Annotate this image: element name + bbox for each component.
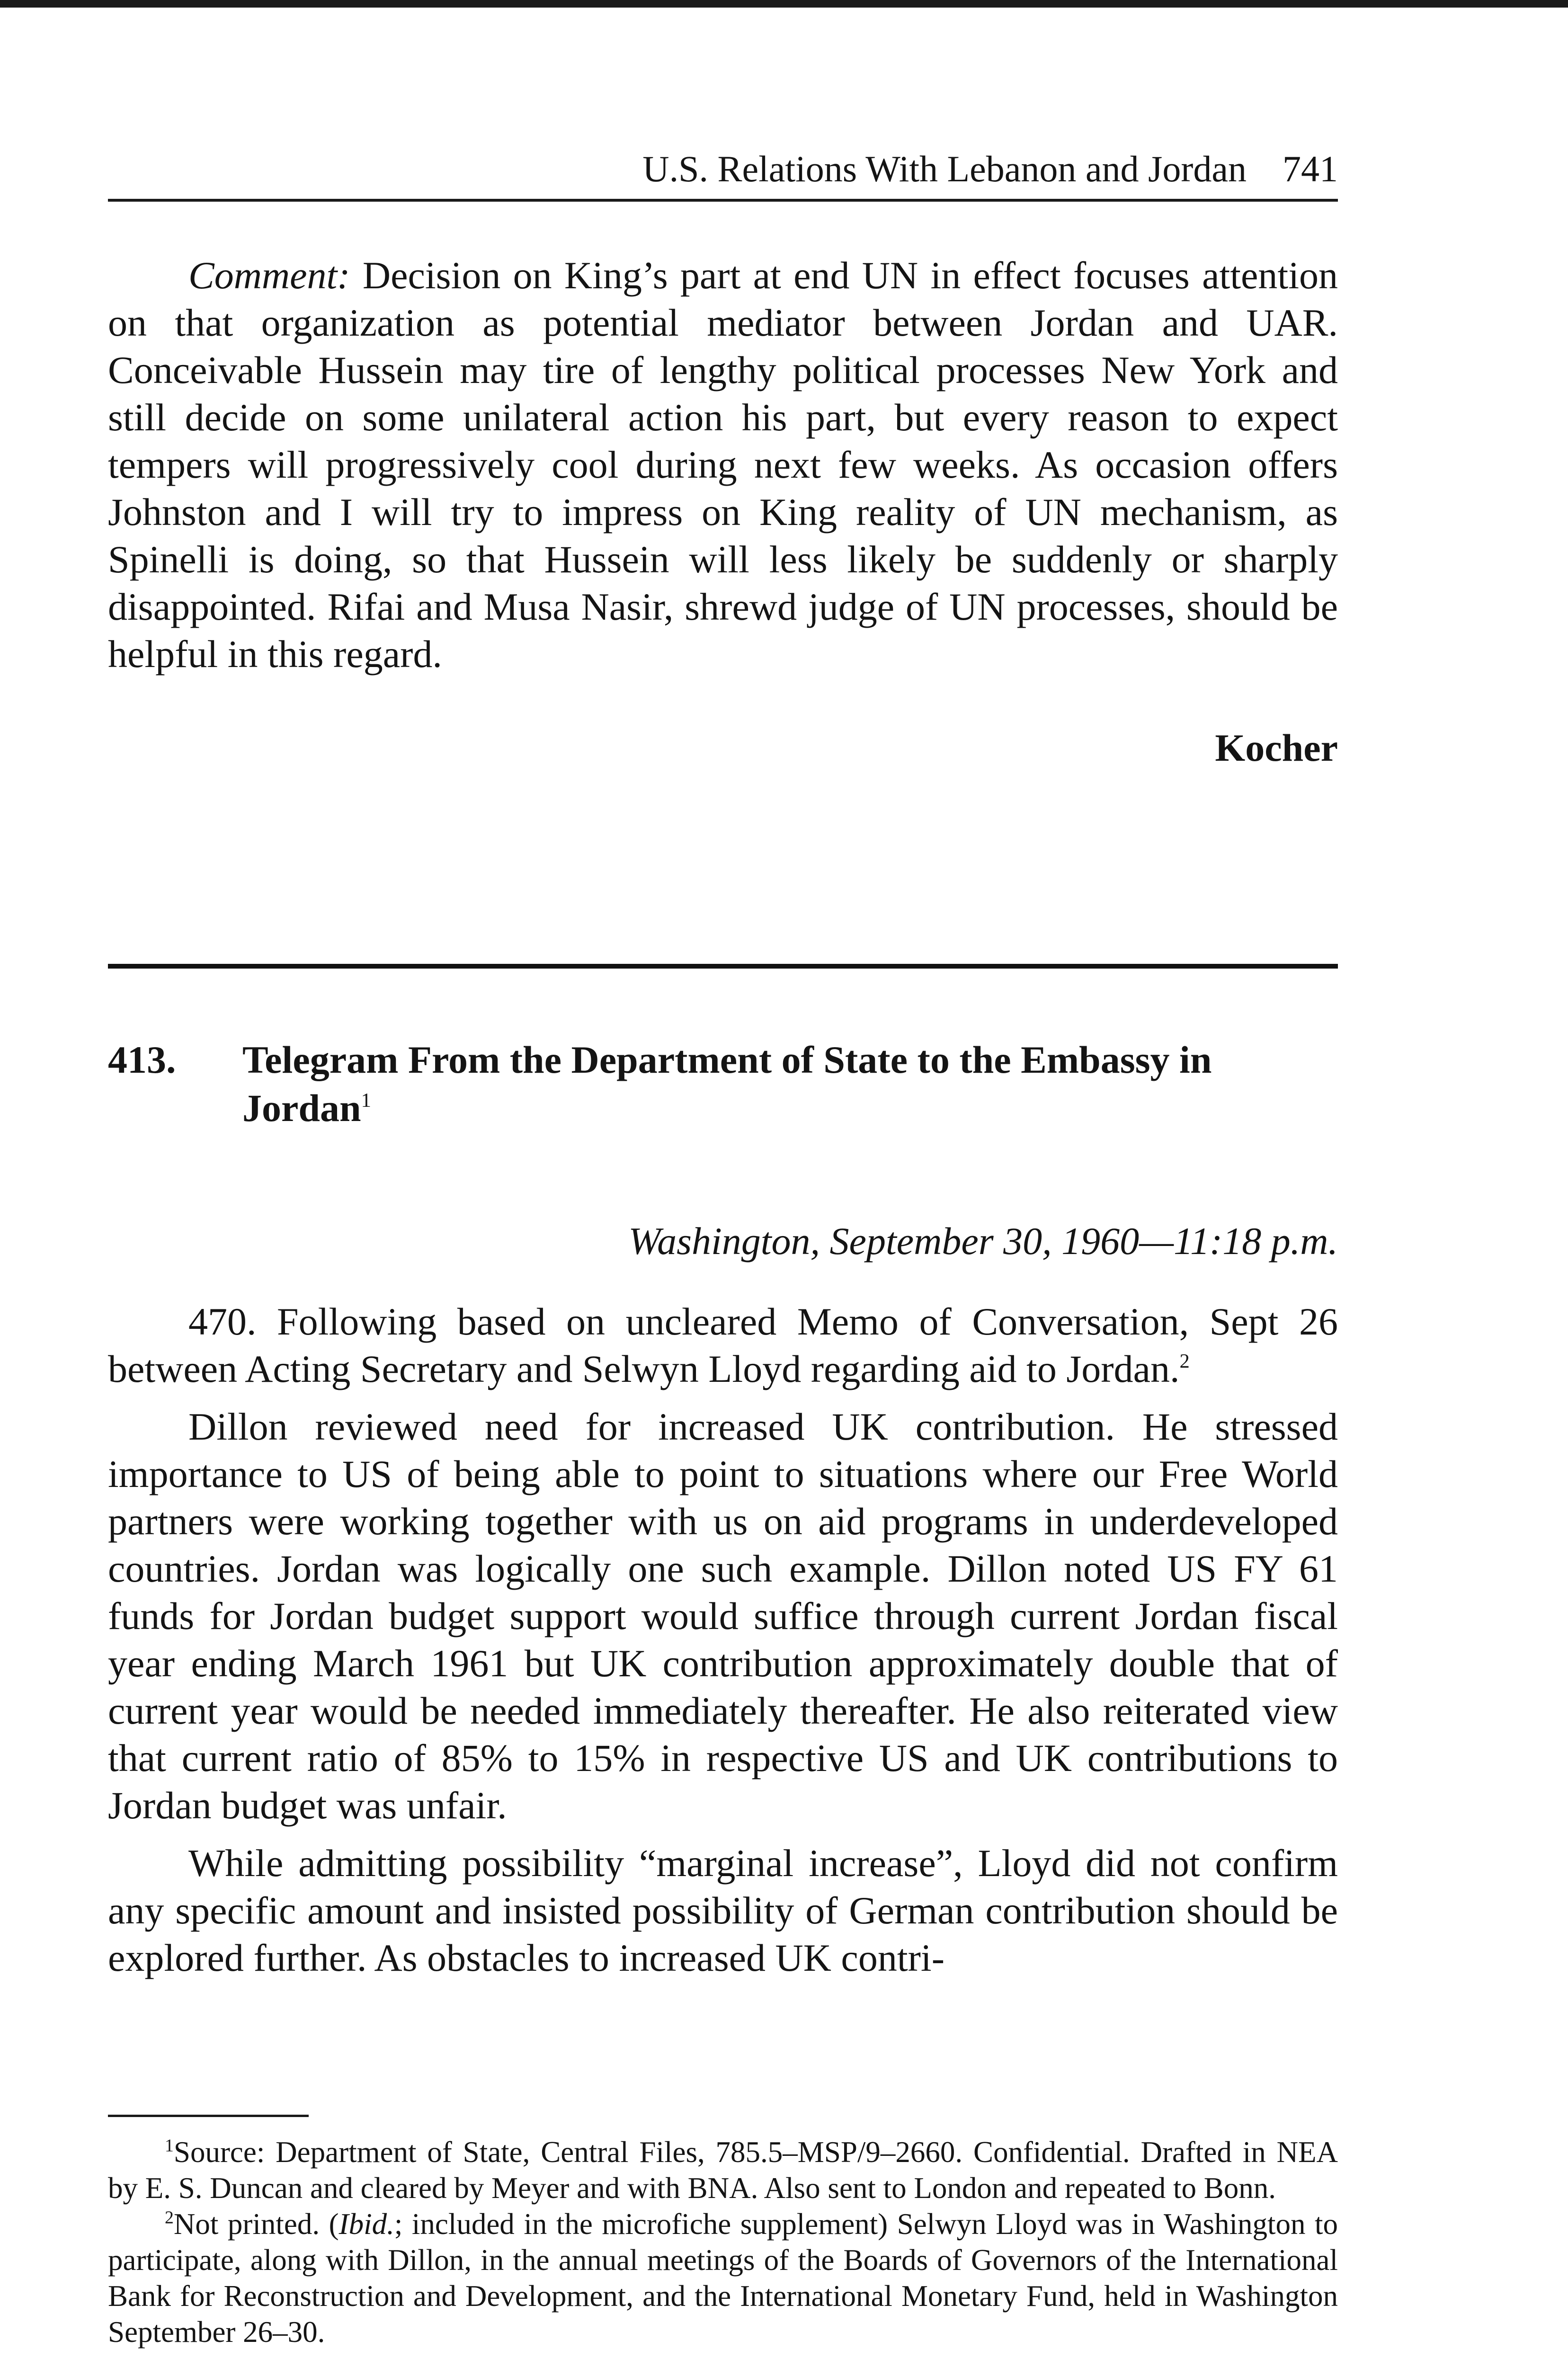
body-paragraph-2: Dillon reviewed need for increased UK contribution. He stressed importance to US of being able to point to situations where our Free World partners were working together with us on aid programs in underdeveloped countries. Jordan was logically one such example. Dillon noted US FY 61 funds for Jordan budget support would suffice through current Jordan fiscal year ending March 1961 but UK contribution approximately double that of current year would be needed immediately thereafter. He also reiterated view that current ratio of 85% to 15% in respective US and UK contributions to Jordan budget was unfair. <box>108 1405 1338 1827</box>
footnote-2: $^2$Not printed. (Ibid.; included in the microfiche supplement) Selwyn Lloyd was in Washington to participate, along with Dillon, in the annual meetings of the Boards of Governors of the International Bank for Reconstruction and Development, and the International Monetary Fund, held in Washington September 26–30. <box>108 2207 1338 2349</box>
body-paragraph-1: 470. Following based on uncleared Memo of Conversation, Sept 26 between Acting Secretary and Selwyn Lloyd regarding aid to Jordan.$^2$ <box>108 1300 1338 1390</box>
footnote-rule <box>108 2115 309 2117</box>
document-title-block <box>242 1036 1338 1132</box>
document-title: Telegram From the Department of State to the Embassy in Jordan <box>242 1038 1212 1130</box>
page-top-edge <box>0 0 1568 8</box>
footnotes <box>108 2134 1338 2350</box>
page-number: 741 <box>1283 148 1338 189</box>
body-paragraph-3: While admitting possibility “marginal increase”, Lloyd did not confirm any specific amount and insisted possibility of German contribution should be explored further. As obstacles to increased UK contri- <box>108 1842 1338 1979</box>
header-rule <box>108 199 1338 202</box>
footnote-2-mark: 2 <box>165 2207 174 2228</box>
running-head-title: U.S. Relations With Lebanon and Jordan <box>642 148 1247 189</box>
document-number: 413. <box>108 1038 176 1081</box>
document-heading <box>108 1036 1338 1132</box>
telegram-body <box>108 1298 1338 1992</box>
footnote-1: $^1$Source: Department of State, Central Files, 785.5–MSP/9–2660. Confidential. Drafted in NEA by E. S. Duncan and cleared by Meyer and with BNA. Also sent to London and repeated to Bonn. <box>108 2136 1338 2205</box>
dateline: Washington, September 30, 1960—11:18 p.m. <box>628 1219 1338 1263</box>
footnote-ref-1: 1 <box>361 1089 371 1112</box>
footnote-ref-2: 2 <box>1179 1350 1190 1373</box>
comment-label: Comment: <box>188 254 350 297</box>
footnote-1-mark: 1 <box>165 2136 174 2156</box>
running-head <box>108 148 1338 189</box>
comment-paragraph <box>108 252 1338 678</box>
comment-text: Decision on King’s part at end UN in effect focuses attention on that organization as potential mediator between Jordan and UAR. Conceivable Hussein may tire of lengthy political processes New York and still decide on some unilateral action his part, but every reason to expect tempers will progressively cool during next few weeks. As occasion offers Johnston and I will try to impress on King reality of UN mechanism, as Spinelli is doing, so that Hussein will less likely be suddenly or sharply disappointed. Rifai and Musa Nasir, shrewd judge of UN processes, should be helpful in this regard. <box>108 254 1338 676</box>
signature: Kocher <box>1215 726 1338 769</box>
section-divider <box>108 964 1338 969</box>
